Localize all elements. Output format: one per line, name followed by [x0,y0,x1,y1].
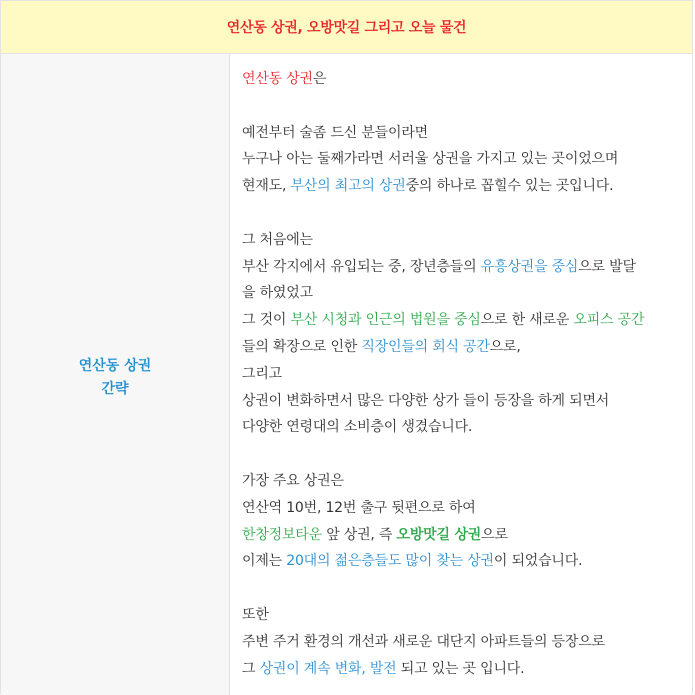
plain-text: 현재도, [242,178,291,195]
plain-text: 이제는 [242,553,287,570]
text-line: 을 하였었고 [242,285,313,302]
row-label-cell [1,54,230,695]
row-label-line2: 간략 [101,380,129,397]
text-line: 가장 주요 상권은 [242,472,344,489]
text-line [242,522,692,549]
plain-text: 으로, [489,338,521,355]
text-line: 연산역 10번, 12번 출구 뒷편으로 하여 [242,499,476,516]
plain-text: 이 되었습니다. [493,553,583,570]
plain-text: 중의 하나로 꼽힐수 있는 곳입니다. [405,178,614,195]
highlight-text: 부산 시청과 인근의 법원을 중심 [290,312,481,329]
row-content-cell [230,54,692,695]
text-line [242,334,692,361]
highlight-text: 부산의 최고의 상권 [290,178,406,195]
highlight-text: 상권이 계속 변화, 발전 [259,660,397,677]
spacer [242,575,692,602]
table-header [1,1,692,54]
plain-text: 으로 [481,526,508,543]
text-line [242,173,692,200]
plain-text: 되고 있는 곳 입니다. [396,660,525,677]
plain-text: 부산 각지에서 유입되는 중, 장년층들의 [242,258,481,275]
text-line [242,548,692,575]
plain-text: 들의 확장으로 인한 [242,338,362,355]
highlight-text: 한창정보타운 [242,526,322,543]
header-title: 연산동 상권, 오방맛길 그리고 오늘 물건 [226,20,467,36]
spacer [242,93,692,120]
text-line [242,656,692,683]
text-line: 그리고 [242,365,282,382]
text-line [242,307,692,334]
row-label-line1: 연산동 상권 [78,357,152,374]
plain-text: 그 것이 [242,312,291,329]
text-line [242,254,692,281]
highlight-text: 유흥상권을 중심 [480,258,579,275]
spacer [242,200,692,227]
text-line: 그 처음에는 [242,231,313,248]
highlight-text: 오방맛길 상권 [396,526,482,543]
highlight-text: 20대의 젊은층들도 많이 찾는 상권 [286,553,494,570]
plain-text: 으로 한 새로운 [480,312,574,329]
spacer [242,441,692,468]
highlight-text: 연산동 상권 [242,71,313,87]
text-line: 또한 [242,606,269,623]
text-line: 예전부터 술좀 드신 분들이라면 [242,124,428,141]
plain-text: 으로 발달 [578,258,636,275]
text-line: 주변 주거 환경의 개선과 새로운 대단지 아파트들의 등장으로 [242,633,605,650]
text-line [242,66,692,93]
plain-text: 그 [242,660,260,677]
plain-text: 앞 상권, 즉 [321,526,397,543]
plain-text: 은 [312,71,327,87]
highlight-text: 직장인들의 회식 공간 [361,338,490,355]
highlight-text: 오피스 공간 [573,312,645,329]
text-line: 상권이 변화하면서 많은 다양한 상가 들이 등장을 하게 되면서 [242,392,610,409]
text-line: 누구나 아는 둘째가라면 서러울 상권을 가지고 있는 곳이었으며 [242,151,619,168]
table-row [1,54,692,695]
text-line: 다양한 연령대의 소비층이 생겼습니다. [242,419,473,436]
